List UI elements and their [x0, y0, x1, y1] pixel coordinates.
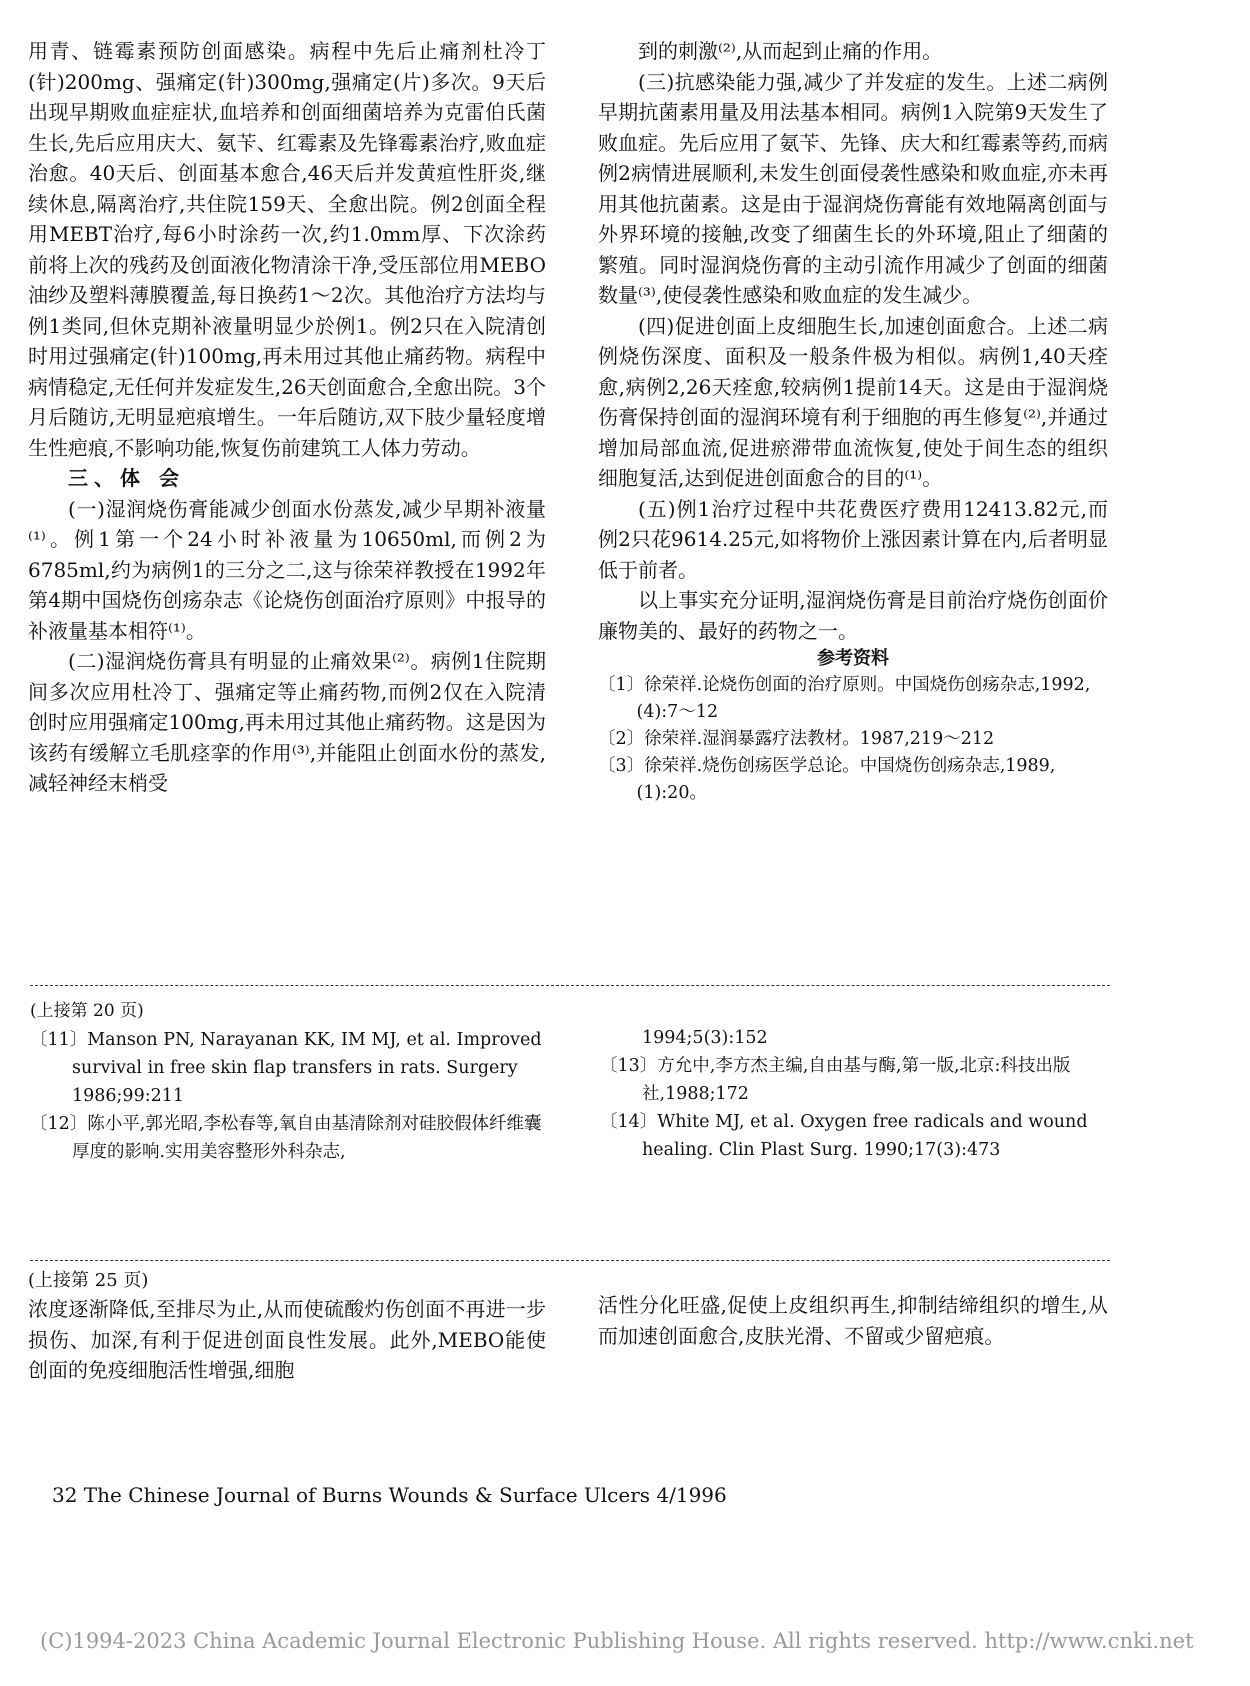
continuation-label: (上接第 20 页): [30, 1001, 144, 1021]
reference-item: 〔13〕方允中,李方杰主编,自由基与酶,第一版,北京:科技出版社,1988;172: [600, 1056, 1071, 1104]
continuation-label: (上接第 25 页): [28, 1270, 149, 1291]
continuation-left: [28, 1268, 546, 1386]
page-footer: 32 The Chinese Journal of Burns Wounds & Surface Ulcers 4/1996: [52, 1483, 727, 1507]
paragraph: 浓度逐渐降低,至排尽为止,从而使硫酸灼伤创面不再进一步损伤、加深,有利于促进创面良性发展。此外,MEBO能使创面的免疫细胞活性增强,细胞: [28, 1297, 546, 1382]
paragraph: (三)抗感染能力强,减少了并发症的发生。上述二病例早期抗菌素用量及用法基本相同。病例1入院第9天发生了败血症。先后应用了氨苄、先锋、庆大和红霉素等药,而病例2病情进展顺利,未发生创面侵袭性感染和败血症,亦未再用其他抗菌素。这是由于湿润烧伤膏能有效地隔离创面与外界环境的接触,改变了细菌生长的外环境,阻止了细菌的繁殖。同时湿润烧伤膏的主动引流作用减少了创面的细菌数量⁽³⁾,使侵袭性感染和败血症的发生减少。: [598, 69, 1108, 307]
continuation-left: [30, 996, 550, 1166]
left-column: [28, 36, 546, 799]
divider: [30, 1260, 1110, 1261]
references-title: 参考资料: [817, 648, 889, 669]
paragraph: (二)湿润烧伤膏具有明显的止痛效果⁽²⁾。病例1住院期间多次应用杜冷丁、强痛定等止痛药物,而例2仅在入院清创时应用强痛定100mg,再未用过其他止痛药物。这是因为该药有缓解立毛肌痉挛的作用⁽³⁾,并能阻止创面水份的蒸发,减轻神经末梢受: [28, 649, 546, 795]
paragraph: 以上事实充分证明,湿润烧伤膏是目前治疗烧伤创面价廉物美的、最好的药物之一。: [598, 588, 1108, 643]
continuation-right: [598, 1290, 1108, 1351]
paragraph: (四)促进创面上皮细胞生长,加速创面愈合。上述二病例烧伤深度、面积及一般条件极为相似。病例1,40天痊愈,病例2,26天痊愈,较病例1提前14天。这是由于湿润烧伤膏保持创面的湿润环境有利于细胞的再生修复⁽²⁾,并通过增加局部血流,促进瘀滞带血流恢复,使处于间生态的组织细胞复活,达到促进创面愈合的目的⁽¹⁾。: [598, 313, 1108, 490]
reference-item: 〔2〕徐荣祥.湿润暴露疗法教材。1987,219～212: [598, 729, 995, 749]
paragraph: (一)湿润烧伤膏能减少创面水份蒸发,减少早期补液量⁽¹⁾。例1第一个24小时补液量为10650ml,而例2为6785ml,约为病例1的三分之二,这与徐荣祥教授在1992年第4期中国烧伤创疡杂志《论烧伤创面治疗原则》中报导的补液量基本相符⁽¹⁾。: [28, 496, 546, 643]
reference-continuation: 1994;5(3):152: [642, 1028, 768, 1048]
section-title: 三、体 会: [68, 466, 185, 490]
reference-item: 〔11〕Manson PN, Narayanan KK, IM MJ, et al. Improved survival in free skin flap transfers in rats. Surgery 1986;99:211: [30, 1030, 542, 1106]
reference-item: 〔3〕徐荣祥.烧伤创疡医学总论。中国烧伤创疡杂志,1989,(1):20。: [598, 756, 1056, 803]
paragraph: 活性分化旺盛,促使上皮组织再生,抑制结缔组织的增生,从而加速创面愈合,皮肤光滑、不留或少留疤痕。: [598, 1293, 1108, 1348]
paragraph: (五)例1治疗过程中共花费医疗费用12413.82元,而例2只花9614.25元,如将物价上涨因素计算在内,后者明显低于前者。: [598, 496, 1108, 582]
reference-item: 〔14〕White MJ, et al. Oxygen free radicals and wound healing. Clin Plast Surg. 1990;17(3):473: [600, 1112, 1088, 1160]
right-column: [598, 36, 1108, 807]
paragraph: 用青、链霉素预防创面感染。病程中先后止痛剂杜冷丁(针)200mg、强痛定(针)300mg,强痛定(片)多次。9天后出现早期败血症症状,血培养和创面细菌培养为克雷伯氏菌生长,先后应用庆大、氨苄、红霉素及先锋霉素治疗,败血症治愈。40天后、创面基本愈合,46天后并发黄疸性肝炎,继续休息,隔离治疗,共住院159天、全愈出院。例2创面全程用MEBT治疗,每6小时涂药一次,约1.0mm厚、下次涂药前将上次的残药及创面液化物清涂干净,受压部位用MEBO油纱及塑料薄膜覆盖,每日换药1～2次。其他治疗方法均与例1类同,但休克期补液量明显少於例1。例2只在入院清创时用过强痛定(针)100mg,再未用过其他止痛药物。病程中病情稳定,无任何并发症发生,26天创面愈合,全愈出院。3个月后随访,无明显疤痕增生。一年后随访,双下肢少量轻度增生性疤痕,不影响功能,恢复伤前建筑工人体力劳动。: [28, 39, 546, 460]
reference-item: 〔12〕陈小平,郭光昭,李松春等,氧自由基清除剂对硅胶假体纤维囊厚度的影响.实用美容整形外科杂志,: [30, 1114, 542, 1162]
reference-item: 〔1〕徐荣祥.论烧伤创面的治疗原则。中国烧伤创疡杂志,1992,(4):7～12: [598, 675, 1091, 722]
continuation-right: [600, 1024, 1110, 1164]
copyright-notice: (C)1994-2023 China Academic Journal Electronic Publishing House. All rights reserved. http://www.cnki.net: [40, 1629, 1194, 1653]
paragraph: 到的刺激⁽²⁾,从而起到止痛的作用。: [638, 39, 943, 63]
divider: [30, 985, 1110, 986]
